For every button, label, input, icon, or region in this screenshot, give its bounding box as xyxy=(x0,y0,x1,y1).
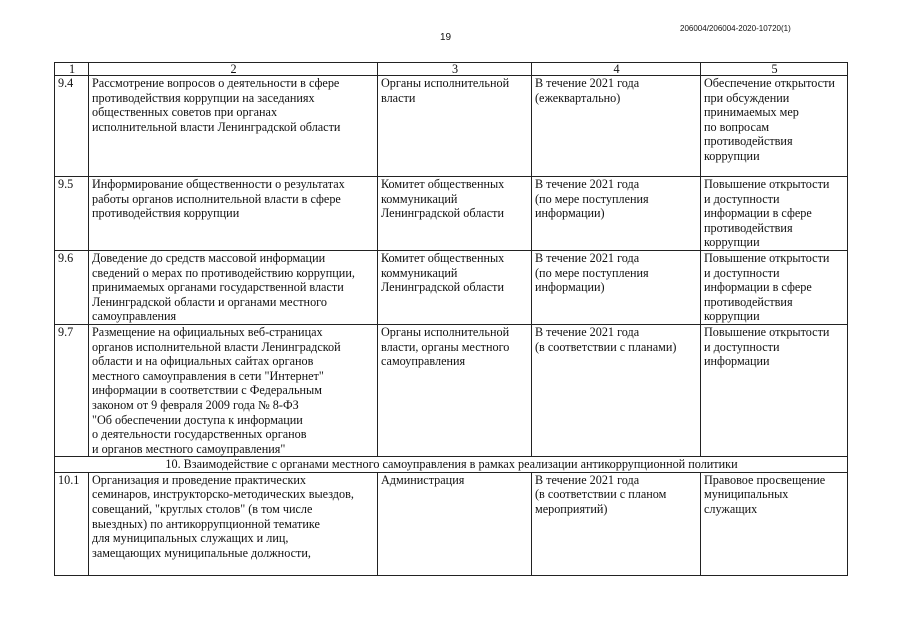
term-cell: В течение 2021 года (в соответствии с планами) xyxy=(532,324,701,456)
section-heading-row xyxy=(55,457,848,473)
column-header: 5 xyxy=(701,63,848,76)
activity-cell: Организация и проведение практических семинаров, инструкторско-методических выездов, совещаний, "круглых столов" (в том числе выездных) по антикоррупционной тематике для муниципальных служащих и лиц, замещающих муниципальные должности, xyxy=(89,472,378,575)
table-row xyxy=(55,76,848,177)
activity-cell: Размещение на официальных веб-страницах органов исполнительной власти Ленинградской области и на официальных сайтах органов местного самоуправления в сети "Интернет" информации в соответствии с Федеральным законом от 9 февраля 2009 года № 8-ФЗ "Об обеспечении доступа к информации о деятельности государственных органов и органов местного самоуправления" xyxy=(89,324,378,456)
column-header: 2 xyxy=(89,63,378,76)
table-row xyxy=(55,324,848,456)
activity-cell: Информирование общественности о результатах работы органов исполнительной власти в сфере противодействия коррупции xyxy=(89,177,378,251)
column-header-row xyxy=(55,63,848,76)
action-plan-table xyxy=(54,62,848,576)
row-number: 9.4 xyxy=(55,76,89,177)
term-cell: В течение 2021 года (по мере поступления информации) xyxy=(532,250,701,324)
activity-cell: Доведение до средств массовой информации сведений о мерах по противодействию коррупции, принимаемых органами государственной власти Ленинградской области и органами местного самоуправления xyxy=(89,250,378,324)
row-number: 10.1 xyxy=(55,472,89,575)
row-number: 9.5 xyxy=(55,177,89,251)
result-cell: Повышение открытости и доступности информации в сфере противодействия коррупции xyxy=(701,250,848,324)
result-cell: Повышение открытости и доступности информации в сфере противодействия коррупции xyxy=(701,177,848,251)
term-cell: В течение 2021 года (ежеквартально) xyxy=(532,76,701,177)
executor-cell: Комитет общественных коммуникаций Ленинградской области xyxy=(378,177,532,251)
row-number: 9.6 xyxy=(55,250,89,324)
term-cell: В течение 2021 года (по мере поступления информации) xyxy=(532,177,701,251)
executor-cell: Органы исполнительной власти, органы местного самоуправления xyxy=(378,324,532,456)
table-row xyxy=(55,177,848,251)
term-cell: В течение 2021 года (в соответствии с планом мероприятий) xyxy=(532,472,701,575)
page-number: 19 xyxy=(440,32,452,43)
column-header: 1 xyxy=(55,63,89,76)
row-number: 9.7 xyxy=(55,324,89,456)
column-header: 3 xyxy=(378,63,532,76)
result-cell: Обеспечение открытости при обсуждении принимаемых мер по вопросам противодействия коррупции xyxy=(701,76,848,177)
executor-cell: Органы исполнительной власти xyxy=(378,76,532,177)
result-cell: Правовое просвещение муниципальных служащих xyxy=(701,472,848,575)
result-cell: Повышение открытости и доступности информации xyxy=(701,324,848,456)
column-header: 4 xyxy=(532,63,701,76)
document-id: 206004/206004-2020-10720(1) xyxy=(680,24,791,33)
activity-cell: Рассмотрение вопросов о деятельности в сфере противодействия коррупции на заседаниях общественных советов при органах исполнительной власти Ленинградской области xyxy=(89,76,378,177)
table-row xyxy=(55,472,848,575)
section-title: 10. Взаимодействие с органами местного самоуправления в рамках реализации антикоррупционной политики xyxy=(55,457,848,473)
executor-cell: Администрация xyxy=(378,472,532,575)
executor-cell: Комитет общественных коммуникаций Ленинградской области xyxy=(378,250,532,324)
table-row xyxy=(55,250,848,324)
